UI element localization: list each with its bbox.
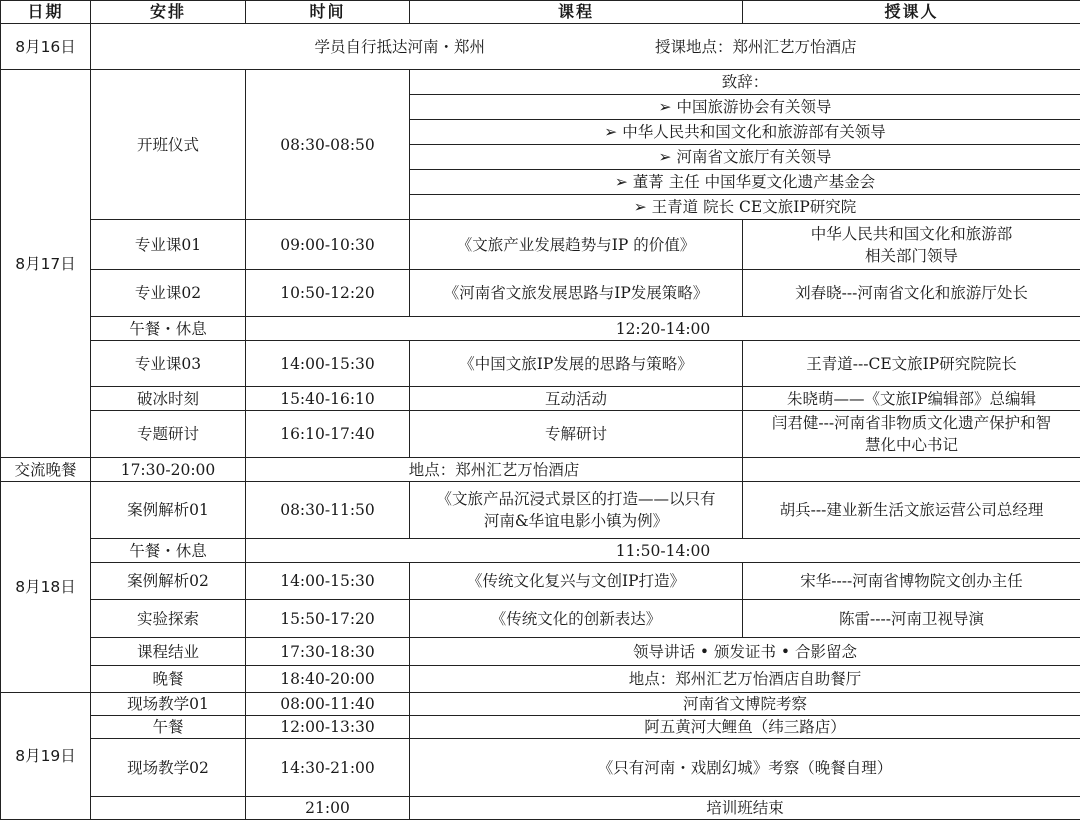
time-cell: 08:30-11:50 xyxy=(246,482,410,539)
header-date: 日期 xyxy=(1,1,91,24)
arrange-cell: 专题研讨 xyxy=(91,411,246,458)
course-cell: 《中国文旅IP发展的思路与策略》 xyxy=(410,341,743,387)
table-row xyxy=(1,638,1080,666)
arrange-cell: 实验探索 xyxy=(91,600,246,638)
lecturer-cell: 陈雷----河南卫视导演 xyxy=(743,600,1080,638)
time-cell: 14:00-15:30 xyxy=(246,341,410,387)
span-cell: 11:50-14:00 xyxy=(246,539,1080,563)
speech-item: ➢ 河南省文旅厅有关领导 xyxy=(410,145,1080,170)
table-row xyxy=(1,563,1080,600)
course-cell xyxy=(410,482,743,539)
course-cell: 专解研讨 xyxy=(410,411,743,458)
span-cell: 培训班结束 xyxy=(410,797,1080,820)
table-row xyxy=(1,70,1080,95)
time-cell: 21:00 xyxy=(246,797,410,820)
header-course: 课程 xyxy=(410,1,743,24)
arrange-cell: 晚餐 xyxy=(91,666,246,693)
arrange-cell: 午餐・休息 xyxy=(91,539,246,563)
arrange-cell: 课程结业 xyxy=(91,638,246,666)
date-cell: 8月18日 xyxy=(1,482,91,693)
time-cell: 15:50-17:20 xyxy=(246,600,410,638)
header-time: 时间 xyxy=(246,1,410,24)
course-cell: 《河南省文旅发展思路与IP发展策略》 xyxy=(410,270,743,317)
table-row xyxy=(1,739,1080,797)
arrange-cell: 开班仪式 xyxy=(91,70,246,220)
lecturer-cell: 胡兵---建业新生活文旅运营公司总经理 xyxy=(743,482,1080,539)
table-row xyxy=(1,24,1080,70)
arrange-cell: 专业课03 xyxy=(91,341,246,387)
span-cell: 《只有河南・戏剧幻城》考察（晚餐自理） xyxy=(410,739,1080,797)
lecturer-line: 中华人民共和国文化和旅游部 xyxy=(747,223,1076,245)
header-lecturer: 授课人 xyxy=(743,1,1080,24)
time-cell: 09:00-10:30 xyxy=(246,220,410,270)
time-cell: 10:50-12:20 xyxy=(246,270,410,317)
table-row xyxy=(1,539,1080,563)
table-row xyxy=(1,693,1080,716)
span-cell: 领导讲话 • 颁发证书 • 合影留念 xyxy=(410,638,1080,666)
arrange-cell xyxy=(91,797,246,820)
course-line: 河南&华谊电影小镇为例》 xyxy=(414,510,738,532)
time-cell: 14:00-15:30 xyxy=(246,563,410,600)
arrange-cell: 专业课01 xyxy=(91,220,246,270)
table-row xyxy=(1,341,1080,387)
lecturer-line: 慧化中心书记 xyxy=(747,434,1076,456)
header-arrange: 安排 xyxy=(91,1,246,24)
lecturer-cell: 王青道---CE文旅IP研究院院长 xyxy=(743,341,1080,387)
table-row xyxy=(1,797,1080,820)
speech-item: ➢ 中华人民共和国文化和旅游部有关领导 xyxy=(410,120,1080,145)
time-cell: 17:30-18:30 xyxy=(246,638,410,666)
table-row xyxy=(1,482,1080,539)
course-cell: 互动活动 xyxy=(410,387,743,411)
table-row xyxy=(1,220,1080,270)
span-cell: 河南省文博院考察 xyxy=(410,693,1080,716)
table-row xyxy=(1,317,1080,341)
table-row xyxy=(1,666,1080,693)
course-cell: 《传统文化复兴与文创IP打造》 xyxy=(410,563,743,600)
lecturer-line: 闫君健---河南省非物质文化遗产保护和智 xyxy=(747,412,1076,434)
lecturer-cell: 朱晓萌——《文旅IP编辑部》总编辑 xyxy=(743,387,1080,411)
table-row xyxy=(1,716,1080,739)
speech-item: 致辞： xyxy=(410,70,1080,95)
lecturer-line: 相关部门领导 xyxy=(747,245,1076,267)
arrange-cell: 案例解析01 xyxy=(91,482,246,539)
span-cell: 地点：郑州汇艺万怡酒店 xyxy=(246,458,743,482)
venue-text: 授课地点：郑州汇艺万怡酒店 xyxy=(655,38,857,56)
arrange-cell: 专业课02 xyxy=(91,270,246,317)
time-cell: 14:30-21:00 xyxy=(246,739,410,797)
span-cell: 阿五黄河大鲤鱼（纬三路店） xyxy=(410,716,1080,739)
lecturer-cell xyxy=(743,411,1080,458)
speech-item: ➢ 中国旅游协会有关领导 xyxy=(410,95,1080,120)
time-cell: 08:00-11:40 xyxy=(246,693,410,716)
time-cell: 12:00-13:30 xyxy=(246,716,410,739)
lecturer-cell: 刘春晓---河南省文化和旅游厅处长 xyxy=(743,270,1080,317)
arrange-cell: 午餐・休息 xyxy=(91,317,246,341)
header-row xyxy=(1,1,1080,24)
arrange-cell: 案例解析02 xyxy=(91,563,246,600)
date-cell: 8月16日 xyxy=(1,24,91,70)
lecturer-cell: 宋华----河南省博物院文创办主任 xyxy=(743,563,1080,600)
arrival-text: 学员自行抵达河南・郑州 xyxy=(314,38,485,56)
lecturer-cell xyxy=(743,220,1080,270)
arrange-cell: 现场教学02 xyxy=(91,739,246,797)
date-cell: 8月19日 xyxy=(1,693,91,820)
table-row xyxy=(1,270,1080,317)
speech-item: ➢ 王青道 院长 CE文旅IP研究院 xyxy=(410,195,1080,220)
span-cell: 12:20-14:00 xyxy=(246,317,1080,341)
course-cell: 《传统文化的创新表达》 xyxy=(410,600,743,638)
time-cell: 08:30-08:50 xyxy=(246,70,410,220)
course-cell: 《文旅产业发展趋势与IP 的价值》 xyxy=(410,220,743,270)
arrange-cell: 交流晚餐 xyxy=(1,458,91,482)
time-cell: 17:30-20:00 xyxy=(91,458,246,482)
course-line: 《文旅产品沉浸式景区的打造——以只有 xyxy=(414,488,738,510)
time-cell: 15:40-16:10 xyxy=(246,387,410,411)
table-row xyxy=(1,600,1080,638)
table-row xyxy=(1,411,1080,458)
table-row xyxy=(1,387,1080,411)
arrange-cell: 破冰时刻 xyxy=(91,387,246,411)
arrange-cell: 现场教学01 xyxy=(91,693,246,716)
span-cell: 地点：郑州汇艺万怡酒店自助餐厅 xyxy=(410,666,1080,693)
arrival-note xyxy=(91,24,1080,70)
time-cell: 16:10-17:40 xyxy=(246,411,410,458)
arrange-cell: 午餐 xyxy=(91,716,246,739)
speech-item: ➢ 董菁 主任 中国华夏文化遗产基金会 xyxy=(410,170,1080,195)
time-cell: 18:40-20:00 xyxy=(246,666,410,693)
date-cell: 8月17日 xyxy=(1,70,91,458)
table-row xyxy=(1,458,1080,482)
